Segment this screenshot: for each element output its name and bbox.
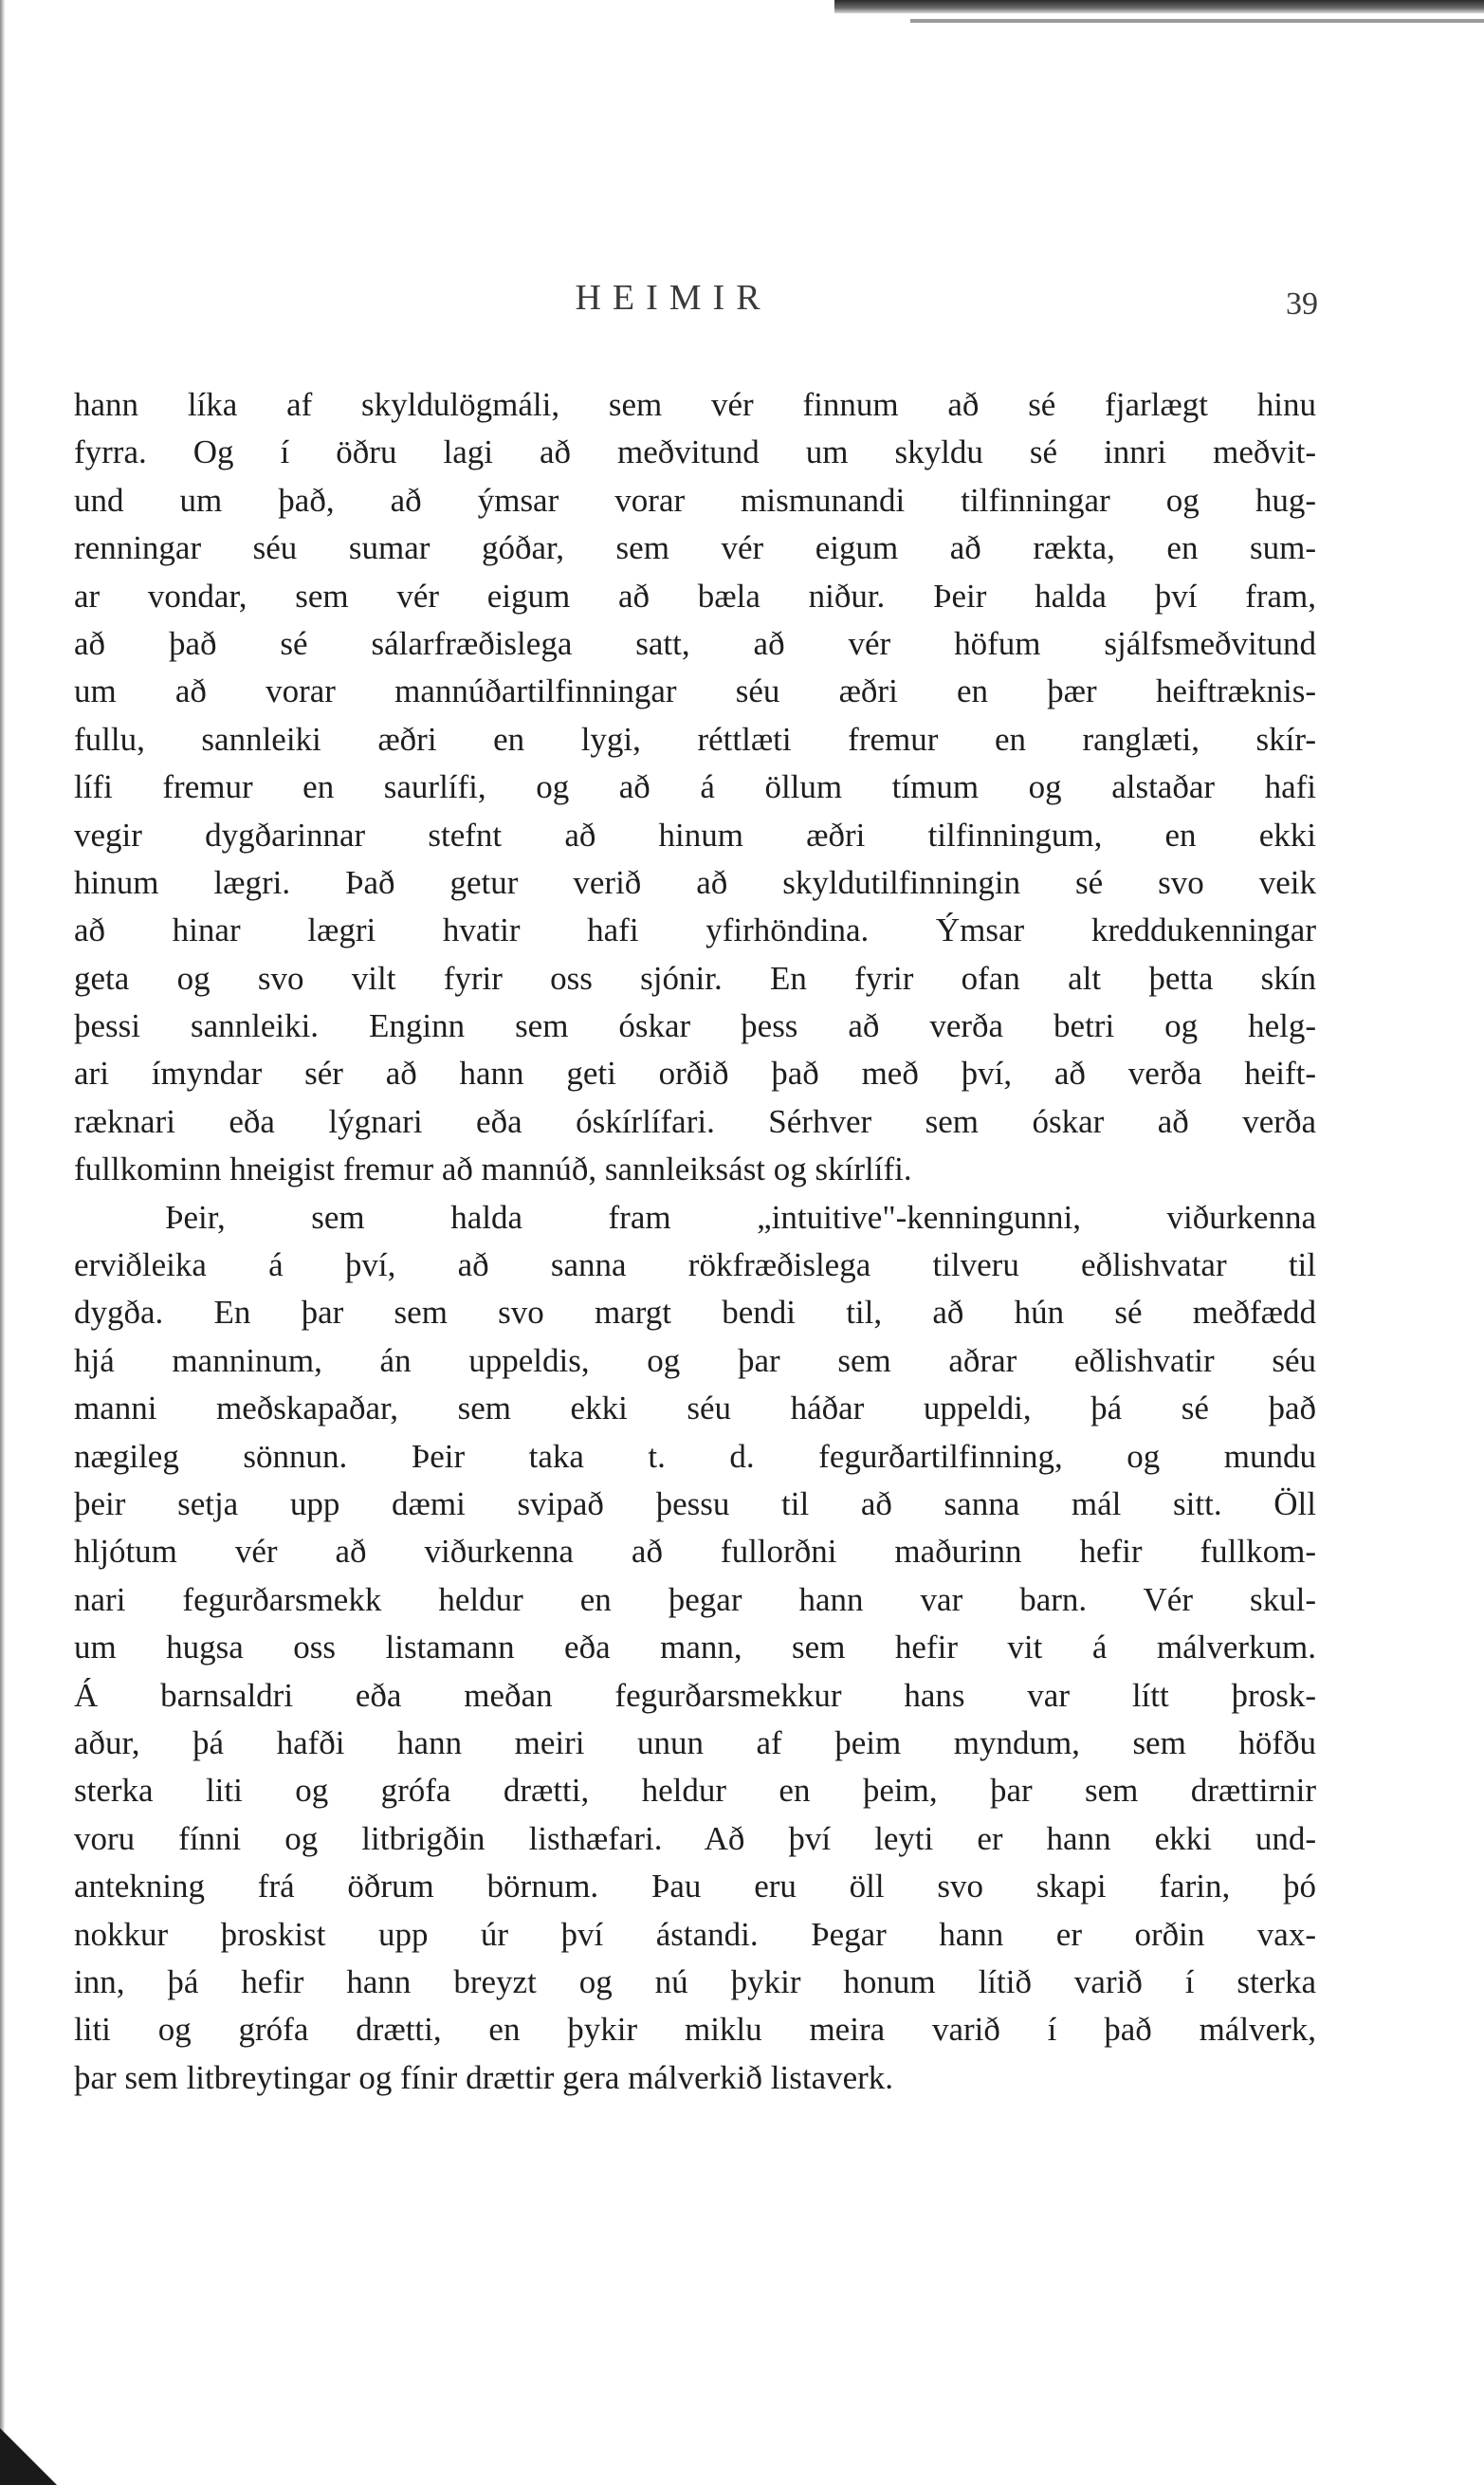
text-line: erviðleika á því, að sanna rökfræðislega tilveru eðlishvatar til xyxy=(74,1246,1316,1284)
text-line: lífi fremur en saurlífi, og að á öllum tímum og alstaðar hafi xyxy=(74,768,1316,806)
text-line: renningar séu sumar góðar, sem vér eigum að rækta, en sum- xyxy=(74,529,1316,567)
page-number: 39 xyxy=(1286,286,1318,322)
text-line: fullkominn hneigist fremur að mannúð, sannleiksást og skírlífi. xyxy=(74,1150,912,1188)
text-line: inn, þá hefir hann breyzt og nú þykir honum lítið varið í sterka xyxy=(74,1962,1316,2000)
text-line: nari fegurðarsmekk heldur en þegar hann var barn. Vér skul- xyxy=(74,1580,1316,1618)
text-line: sterka liti og grófa drætti, heldur en þeim, þar sem drættirnir xyxy=(74,1772,1316,1810)
text-line: hann líka af skyldulögmáli, sem vér finnum að sé fjarlægt hinu xyxy=(74,386,1316,423)
text-line: að hinar lægri hvatir hafi yfirhöndina. Ýmsar kreddukenningar xyxy=(74,911,1316,949)
text-line: fyrra. Og í öðru lagi að meðvitund um skyldu sé innri meðvit- xyxy=(74,433,1316,471)
text-line: hinum lægri. Það getur verið að skyldutilfinningin sé svo veik xyxy=(74,863,1316,901)
text-line: Á barnsaldri eða meðan fegurðarsmekkur hans var lítt þrosk- xyxy=(74,1676,1316,1714)
text-line: ar vondar, sem vér eigum að bæla niður. Þeir halda því fram, xyxy=(74,577,1316,615)
text-line: liti og grófa drætti, en þykir miklu meira varið í það málverk, xyxy=(74,2011,1316,2049)
body-text xyxy=(74,381,1316,2102)
text-line: þessi sannleiki. Enginn sem óskar þess að verða betri og helg- xyxy=(74,1007,1316,1045)
text-line: þar sem litbreytingar og fínir drættir gera málverkið listaverk. xyxy=(74,2058,894,2096)
text-line: antekning frá öðrum börnum. Þau eru öll svo skapi farin, þó xyxy=(74,1868,1316,1905)
text-line: um hugsa oss listamann eða mann, sem hefir vit á málverkum. xyxy=(74,1629,1316,1666)
text-line: ræknari eða lýgnari eða óskírlífari. Sérhver sem óskar að verða xyxy=(74,1102,1316,1140)
text-line: að það sé sálarfræðislega satt, að vér höfum sjálfsmeðvitund xyxy=(74,624,1316,662)
text-line: ari ímyndar sér að hann geti orðið það með því, að verða heift- xyxy=(74,1055,1316,1093)
page-edge-line xyxy=(910,19,1484,23)
text-line: fullu, sannleiki æðri en lygi, réttlæti fremur en ranglæti, skír- xyxy=(74,720,1316,758)
text-line: þeir setja upp dæmi svipað þessu til að sanna mál sitt. Öll xyxy=(74,1484,1316,1522)
text-line: voru fínni og litbrigðin listhæfari. Að því leyti er hann ekki und- xyxy=(74,1819,1316,1857)
text-line: um að vorar mannúðartilfinningar séu æðri en þær heiftræknis- xyxy=(74,672,1316,710)
text-line: manni meðskapaðar, sem ekki séu háðar uppeldi, þá sé það xyxy=(74,1390,1316,1427)
text-line: vegir dygðarinnar stefnt að hinum æðri tilfinningum, en ekki xyxy=(74,816,1316,854)
text-line: hjá manninum, án uppeldis, og þar sem aðrar eðlishvatir séu xyxy=(74,1341,1316,1379)
text-line: aður, þá hafði hann meiri unun af þeim myndum, sem höfðu xyxy=(74,1723,1316,1761)
page-corner xyxy=(0,2428,57,2485)
text-line: nokkur þroskist upp úr því ástandi. Þegar hann er orðin vax- xyxy=(74,1915,1316,1953)
text-line: geta og svo vilt fyrir oss sjónir. En fyrir ofan alt þetta skín xyxy=(74,959,1316,997)
text-line: Þeir, sem halda fram „intuitive"-kenningunni, viðurkenna xyxy=(165,1198,1316,1236)
text-line: dygða. En þar sem svo margt bendi til, að hún sé meðfædd xyxy=(74,1294,1316,1332)
text-line: nægileg sönnun. Þeir taka t. d. fegurðartilfinning, og mundu xyxy=(74,1437,1316,1475)
binding-shadow xyxy=(0,0,5,2485)
text-line: hljótum vér að viðurkenna að fullorðni maðurinn hefir fullkom- xyxy=(74,1533,1316,1571)
text-line: und um það, að ýmsar vorar mismunandi tilfinningar og hug- xyxy=(74,481,1316,519)
page-edge-shadow xyxy=(834,0,1484,13)
running-head: HEIMIR xyxy=(575,278,772,318)
